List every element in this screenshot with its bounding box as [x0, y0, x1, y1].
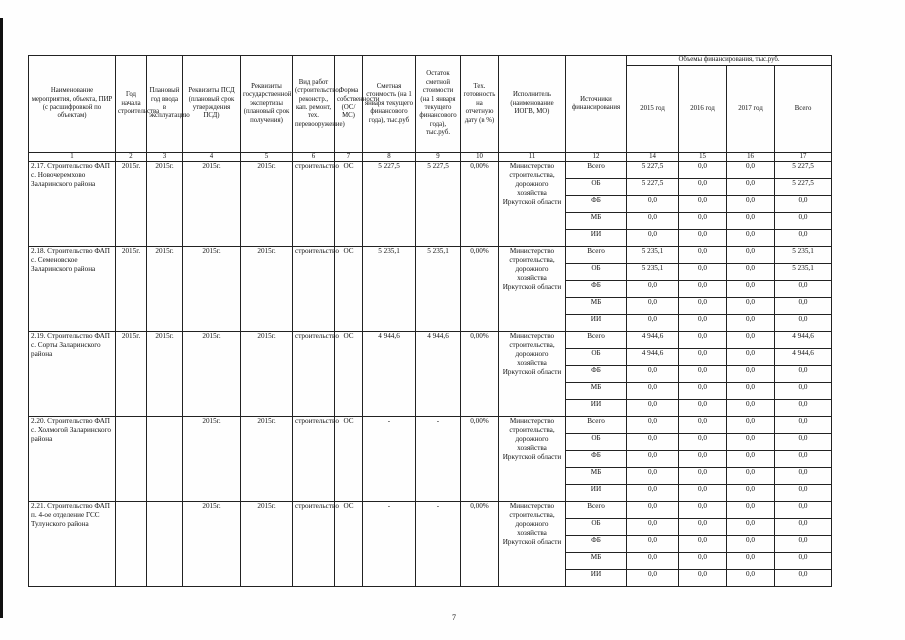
funding-value: 0,0: [727, 502, 775, 519]
funding-source: ФБ: [566, 196, 627, 213]
column-number: 8: [363, 153, 416, 162]
funding-value: 0,0: [775, 485, 832, 502]
readiness: 0,00%: [461, 332, 499, 417]
psd-date: 2015г.: [183, 162, 241, 247]
table-row: [29, 332, 832, 349]
funding-value: 0,0: [627, 570, 679, 587]
work-type: строительство: [293, 502, 335, 587]
column-number: 1: [29, 153, 116, 162]
funding-value: 0,0: [775, 570, 832, 587]
year-start: [116, 417, 147, 502]
expertise-date: 2015г.: [241, 417, 293, 502]
funding-value: 0,0: [727, 553, 775, 570]
funding-value: 0,0: [775, 230, 832, 247]
column-number: 2: [116, 153, 147, 162]
header-estimate: Сметная стоимость (на 1 января текущего финансового года), тыс.руб: [363, 56, 416, 153]
column-number: 3: [147, 153, 183, 162]
funding-value: 0,0: [627, 485, 679, 502]
funding-value: 5 227,5: [627, 179, 679, 196]
funding-value: 0,0: [627, 213, 679, 230]
header-name: Наименование мероприятия, объекта, ПИР (с расшифровкой по объектам): [29, 56, 116, 153]
executor: Министерство строительства, дорожного хозяйства Иркутской области: [499, 502, 566, 587]
funding-source: ОБ: [566, 349, 627, 366]
object-name: 2.21. Строительство ФАП п. 4-ое отделение ГСС Тулунского района: [29, 502, 116, 587]
work-type: строительство: [293, 162, 335, 247]
funding-value: 4 944,6: [627, 349, 679, 366]
funding-value: 5 227,5: [775, 162, 832, 179]
funding-value: 0,0: [627, 230, 679, 247]
year-plan: 2015г.: [147, 162, 183, 247]
funding-value: 0,0: [775, 315, 832, 332]
funding-value: 0,0: [627, 536, 679, 553]
funding-table: [28, 55, 832, 587]
year-plan: 2015г.: [147, 247, 183, 332]
funding-value: 0,0: [627, 383, 679, 400]
funding-value: 0,0: [679, 383, 727, 400]
funding-value: 0,0: [727, 298, 775, 315]
estimate-cost: -: [363, 417, 416, 502]
header-row-1: [29, 56, 832, 66]
funding-value: 0,0: [727, 485, 775, 502]
funding-value: 0,0: [679, 468, 727, 485]
column-number: 6: [293, 153, 335, 162]
work-type: строительство: [293, 332, 335, 417]
funding-source: МБ: [566, 213, 627, 230]
header-ownership: Форма собственности (ОС/МС): [335, 56, 363, 153]
funding-value: 0,0: [775, 553, 832, 570]
funding-value: 0,0: [775, 519, 832, 536]
funding-value: 4 944,6: [627, 332, 679, 349]
funding-value: 0,0: [727, 536, 775, 553]
header-psd: Реквизиты ПСД (плановый срок утверждения ПСД): [183, 56, 241, 153]
funding-value: 0,0: [679, 417, 727, 434]
funding-value: 0,0: [727, 434, 775, 451]
header-readiness: Тех. готовность на отчетную дату (в %): [461, 56, 499, 153]
funding-value: 5 227,5: [775, 179, 832, 196]
funding-value: 0,0: [627, 519, 679, 536]
funding-source: ФБ: [566, 451, 627, 468]
funding-value: 5 235,1: [775, 264, 832, 281]
funding-value: 0,0: [727, 213, 775, 230]
psd-date: 2015г.: [183, 502, 241, 587]
funding-value: 4 944,6: [775, 332, 832, 349]
funding-value: 0,0: [679, 536, 727, 553]
funding-value: 0,0: [775, 281, 832, 298]
object-name: 2.17. Строительство ФАП с. Новочеремхово Заларинского района: [29, 162, 116, 247]
readiness: 0,00%: [461, 417, 499, 502]
column-number: 9: [416, 153, 461, 162]
funding-value: 0,0: [627, 451, 679, 468]
table-row: [29, 502, 832, 519]
funding-value: 0,0: [727, 519, 775, 536]
funding-value: 0,0: [627, 298, 679, 315]
year-start: 2015г.: [116, 332, 147, 417]
funding-value: 5 227,5: [627, 162, 679, 179]
expertise-date: 2015г.: [241, 162, 293, 247]
funding-value: 0,0: [627, 281, 679, 298]
funding-source: МБ: [566, 553, 627, 570]
year-start: 2015г.: [116, 162, 147, 247]
funding-source: ОБ: [566, 434, 627, 451]
remainder-cost: -: [416, 417, 461, 502]
funding-value: 0,0: [627, 315, 679, 332]
column-number-row: [29, 153, 832, 162]
funding-source: ИИ: [566, 400, 627, 417]
readiness: 0,00%: [461, 162, 499, 247]
column-number: 5: [241, 153, 293, 162]
psd-date: 2015г.: [183, 332, 241, 417]
ownership-form: ОС: [335, 332, 363, 417]
funding-value: 0,0: [679, 570, 727, 587]
executor: Министерство строительства, дорожного хозяйства Иркутской области: [499, 332, 566, 417]
funding-source: ИИ: [566, 315, 627, 332]
funding-value: 4 944,6: [775, 349, 832, 366]
funding-source: МБ: [566, 383, 627, 400]
funding-source: Всего: [566, 247, 627, 264]
remainder-cost: 5 227,5: [416, 162, 461, 247]
column-number: 11: [499, 153, 566, 162]
header-year-plan: Плановый год ввода в эксплуатацию: [147, 56, 183, 153]
header-year-start: Год начала строительства: [116, 56, 147, 153]
estimate-cost: 5 227,5: [363, 162, 416, 247]
funding-value: 0,0: [727, 230, 775, 247]
funding-value: 0,0: [727, 570, 775, 587]
funding-value: 0,0: [775, 196, 832, 213]
funding-value: 0,0: [775, 536, 832, 553]
year-plan: 2015г.: [147, 332, 183, 417]
funding-source: ФБ: [566, 366, 627, 383]
expertise-date: 2015г.: [241, 502, 293, 587]
page-number: 7: [452, 613, 456, 622]
funding-source: Всего: [566, 502, 627, 519]
funding-value: 0,0: [727, 400, 775, 417]
funding-value: 0,0: [727, 315, 775, 332]
funding-value: 5 235,1: [627, 247, 679, 264]
expertise-date: 2015г.: [241, 247, 293, 332]
work-type: строительство: [293, 247, 335, 332]
funding-value: 0,0: [727, 417, 775, 434]
funding-value: 0,0: [679, 434, 727, 451]
funding-value: 0,0: [679, 400, 727, 417]
header-remainder: Остаток сметной стоимости (на 1 января текущего финансового года), тыс.руб.: [416, 56, 461, 153]
header-sources: Источники финансирования: [566, 56, 627, 153]
funding-value: 0,0: [679, 349, 727, 366]
header-executor: Исполнитель (наименование ИОГВ, МО): [499, 56, 566, 153]
header-2016: 2016 год: [679, 66, 727, 153]
column-number: 16: [727, 153, 775, 162]
funding-value: 0,0: [727, 196, 775, 213]
funding-source: ИИ: [566, 485, 627, 502]
funding-value: 0,0: [627, 366, 679, 383]
column-number: 14: [627, 153, 679, 162]
year-start: [116, 502, 147, 587]
header-total: Всего: [775, 66, 832, 153]
funding-source: Всего: [566, 332, 627, 349]
funding-source: ОБ: [566, 179, 627, 196]
funding-source: ФБ: [566, 281, 627, 298]
column-number: 7: [335, 153, 363, 162]
funding-value: 0,0: [727, 332, 775, 349]
scan-edge-bar: [0, 18, 3, 618]
header-2015: 2015 год: [627, 66, 679, 153]
funding-value: 0,0: [727, 162, 775, 179]
table-row: [29, 162, 832, 179]
object-name: 2.19. Строительство ФАП с. Сорты Заларинского района: [29, 332, 116, 417]
funding-value: 0,0: [679, 196, 727, 213]
funding-value: 0,0: [727, 264, 775, 281]
funding-value: 0,0: [679, 485, 727, 502]
funding-value: 0,0: [775, 468, 832, 485]
header-expertise: Реквизиты государственной экспертизы (плановый срок получения): [241, 56, 293, 153]
ownership-form: ОС: [335, 502, 363, 587]
funding-value: 0,0: [627, 434, 679, 451]
executor: Министерство строительства, дорожного хозяйства Иркутской области: [499, 417, 566, 502]
funding-source: ОБ: [566, 519, 627, 536]
funding-source: МБ: [566, 298, 627, 315]
funding-value: 0,0: [679, 519, 727, 536]
year-start: 2015г.: [116, 247, 147, 332]
funding-value: 0,0: [679, 366, 727, 383]
year-plan: [147, 502, 183, 587]
column-number: 15: [679, 153, 727, 162]
funding-value: 0,0: [775, 400, 832, 417]
funding-value: 0,0: [727, 179, 775, 196]
funding-source: МБ: [566, 468, 627, 485]
funding-value: 0,0: [679, 298, 727, 315]
funding-value: 0,0: [679, 281, 727, 298]
funding-value: 0,0: [627, 196, 679, 213]
funding-value: 0,0: [679, 264, 727, 281]
remainder-cost: 4 944,6: [416, 332, 461, 417]
estimate-cost: -: [363, 502, 416, 587]
funding-value: 0,0: [775, 213, 832, 230]
funding-value: 0,0: [679, 451, 727, 468]
psd-date: 2015г.: [183, 417, 241, 502]
estimate-cost: 4 944,6: [363, 332, 416, 417]
header-work-type: Вид работ (строительство, реконстр., кап. ремонт, тех. перевооружение): [293, 56, 335, 153]
column-number: 17: [775, 153, 832, 162]
readiness: 0,00%: [461, 247, 499, 332]
remainder-cost: 5 235,1: [416, 247, 461, 332]
funding-source: Всего: [566, 162, 627, 179]
ownership-form: ОС: [335, 247, 363, 332]
funding-value: 0,0: [727, 247, 775, 264]
funding-value: 0,0: [775, 451, 832, 468]
funding-value: 0,0: [775, 383, 832, 400]
funding-source: Всего: [566, 417, 627, 434]
funding-value: 5 235,1: [627, 264, 679, 281]
funding-value: 0,0: [727, 366, 775, 383]
remainder-cost: -: [416, 502, 461, 587]
funding-value: 5 235,1: [775, 247, 832, 264]
funding-source: ОБ: [566, 264, 627, 281]
funding-source: ИИ: [566, 570, 627, 587]
funding-value: 0,0: [775, 366, 832, 383]
column-number: 12: [566, 153, 627, 162]
header-2017: 2017 год: [727, 66, 775, 153]
expertise-date: 2015г.: [241, 332, 293, 417]
ownership-form: ОС: [335, 162, 363, 247]
readiness: 0,00%: [461, 502, 499, 587]
funding-value: 0,0: [679, 230, 727, 247]
ownership-form: ОС: [335, 417, 363, 502]
funding-value: 0,0: [775, 298, 832, 315]
funding-value: 0,0: [679, 502, 727, 519]
column-number: 10: [461, 153, 499, 162]
executor: Министерство строительства, дорожного хозяйства Иркутской области: [499, 247, 566, 332]
funding-value: 0,0: [775, 434, 832, 451]
funding-value: 0,0: [627, 553, 679, 570]
table-body: [29, 162, 832, 587]
work-type: строительство: [293, 417, 335, 502]
psd-date: 2015г.: [183, 247, 241, 332]
funding-value: 0,0: [627, 468, 679, 485]
funding-value: 0,0: [627, 502, 679, 519]
funding-value: 0,0: [775, 417, 832, 434]
funding-value: 0,0: [679, 247, 727, 264]
funding-value: 0,0: [727, 349, 775, 366]
funding-value: 0,0: [775, 502, 832, 519]
funding-value: 0,0: [627, 400, 679, 417]
funding-value: 0,0: [679, 553, 727, 570]
funding-value: 0,0: [679, 179, 727, 196]
year-plan: [147, 417, 183, 502]
funding-value: 0,0: [727, 468, 775, 485]
funding-value: 0,0: [679, 162, 727, 179]
object-name: 2.18. Строительство ФАП с. Семеновское Заларинского района: [29, 247, 116, 332]
executor: Министерство строительства, дорожного хозяйства Иркутской области: [499, 162, 566, 247]
header-funding: Объемы финансирования, тыс.руб.: [627, 56, 832, 66]
funding-source: ИИ: [566, 230, 627, 247]
funding-value: 0,0: [679, 332, 727, 349]
estimate-cost: 5 235,1: [363, 247, 416, 332]
funding-value: 0,0: [627, 417, 679, 434]
column-number: 4: [183, 153, 241, 162]
table-row: [29, 417, 832, 434]
funding-source: ФБ: [566, 536, 627, 553]
table-row: [29, 247, 832, 264]
funding-value: 0,0: [727, 383, 775, 400]
funding-value: 0,0: [727, 281, 775, 298]
funding-value: 0,0: [679, 213, 727, 230]
funding-value: 0,0: [727, 451, 775, 468]
funding-value: 0,0: [679, 315, 727, 332]
object-name: 2.20. Строительство ФАП с. Холмогой Заларинского района: [29, 417, 116, 502]
